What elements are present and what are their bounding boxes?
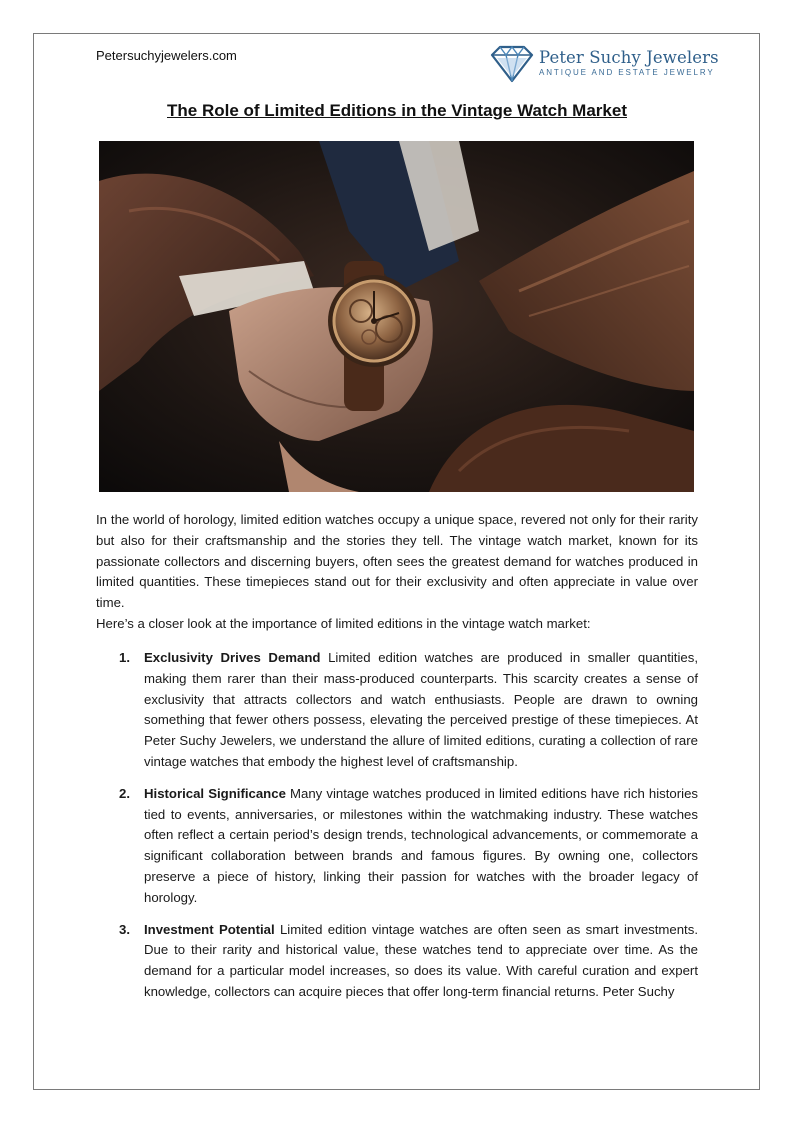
list-item xyxy=(96,920,698,1003)
diamond-icon xyxy=(488,44,536,84)
point-title: Exclusivity Drives Demand xyxy=(144,650,321,665)
logo-name: Peter Suchy Jewelers xyxy=(539,48,719,67)
intro-paragraph: In the world of horology, limited edition watches occupy a unique space, revered not only for their rarity but also for their craftsmanship and the stories they tell. The vintage watch market, known for its passionate collectors and discerning buyers, often sees the greatest demand for watches produced in limited quantities. These timepieces stand out for their exclusivity and often appreciate in value over time. xyxy=(96,512,698,611)
point-text: Limited edition vintage watches are often seen as smart investments. Due to their rarity and historical value, these watches tend to appreciate over time. As the demand for a particular model increases, so does its value. With careful curation and expert knowledge, collectors can acquire pieces that offer long-term financial returns. Peter Suchy xyxy=(144,921,698,999)
points-list xyxy=(96,648,698,1014)
lead-paragraph: Here’s a closer look at the importance of limited editions in the vintage watch market: xyxy=(96,615,591,631)
point-number: 3. xyxy=(119,921,130,937)
brand-logo[interactable] xyxy=(488,44,719,84)
logo-tagline: ANTIQUE AND ESTATE JEWELRY xyxy=(539,68,715,77)
list-item xyxy=(96,784,698,909)
article-title: The Role of Limited Editions in the Vintage Watch Market xyxy=(167,101,627,120)
point-text: Limited edition watches are produced in smaller quantities, making them rarer than their mass-produced counterparts. This scarcity creates a sense of exclusivity that attracts collectors and watch enthusiasts. People are drawn to owning something that fewer others possess, elevating the perceived prestige of these timepieces. At Peter Suchy Jewelers, we understand the allure of limited editions, curating a collection of rare vintage watches that embody the highest level of craftsmanship. xyxy=(144,650,698,769)
point-text: Many vintage watches produced in limited editions have rich histories tied to events, anniversaries, or milestones within the watchmaking industry. These watches often reflect a certain period’s design trends, technological advancements, or commemorate a significant collaboration between brands and famous figures. By owning one, collectors preserve a piece of history, linking their passion for watches with the broader legacy of horology. xyxy=(144,785,698,905)
point-number: 2. xyxy=(119,785,130,801)
site-url[interactable]: Petersuchyjewelers.com xyxy=(96,48,237,63)
point-title: Historical Significance xyxy=(144,785,286,801)
watch-photo xyxy=(99,141,694,492)
list-item xyxy=(96,648,698,773)
point-number: 1. xyxy=(119,650,130,665)
article-intro xyxy=(96,510,698,635)
hero-image xyxy=(99,141,694,492)
point-title: Investment Potential xyxy=(144,921,275,937)
